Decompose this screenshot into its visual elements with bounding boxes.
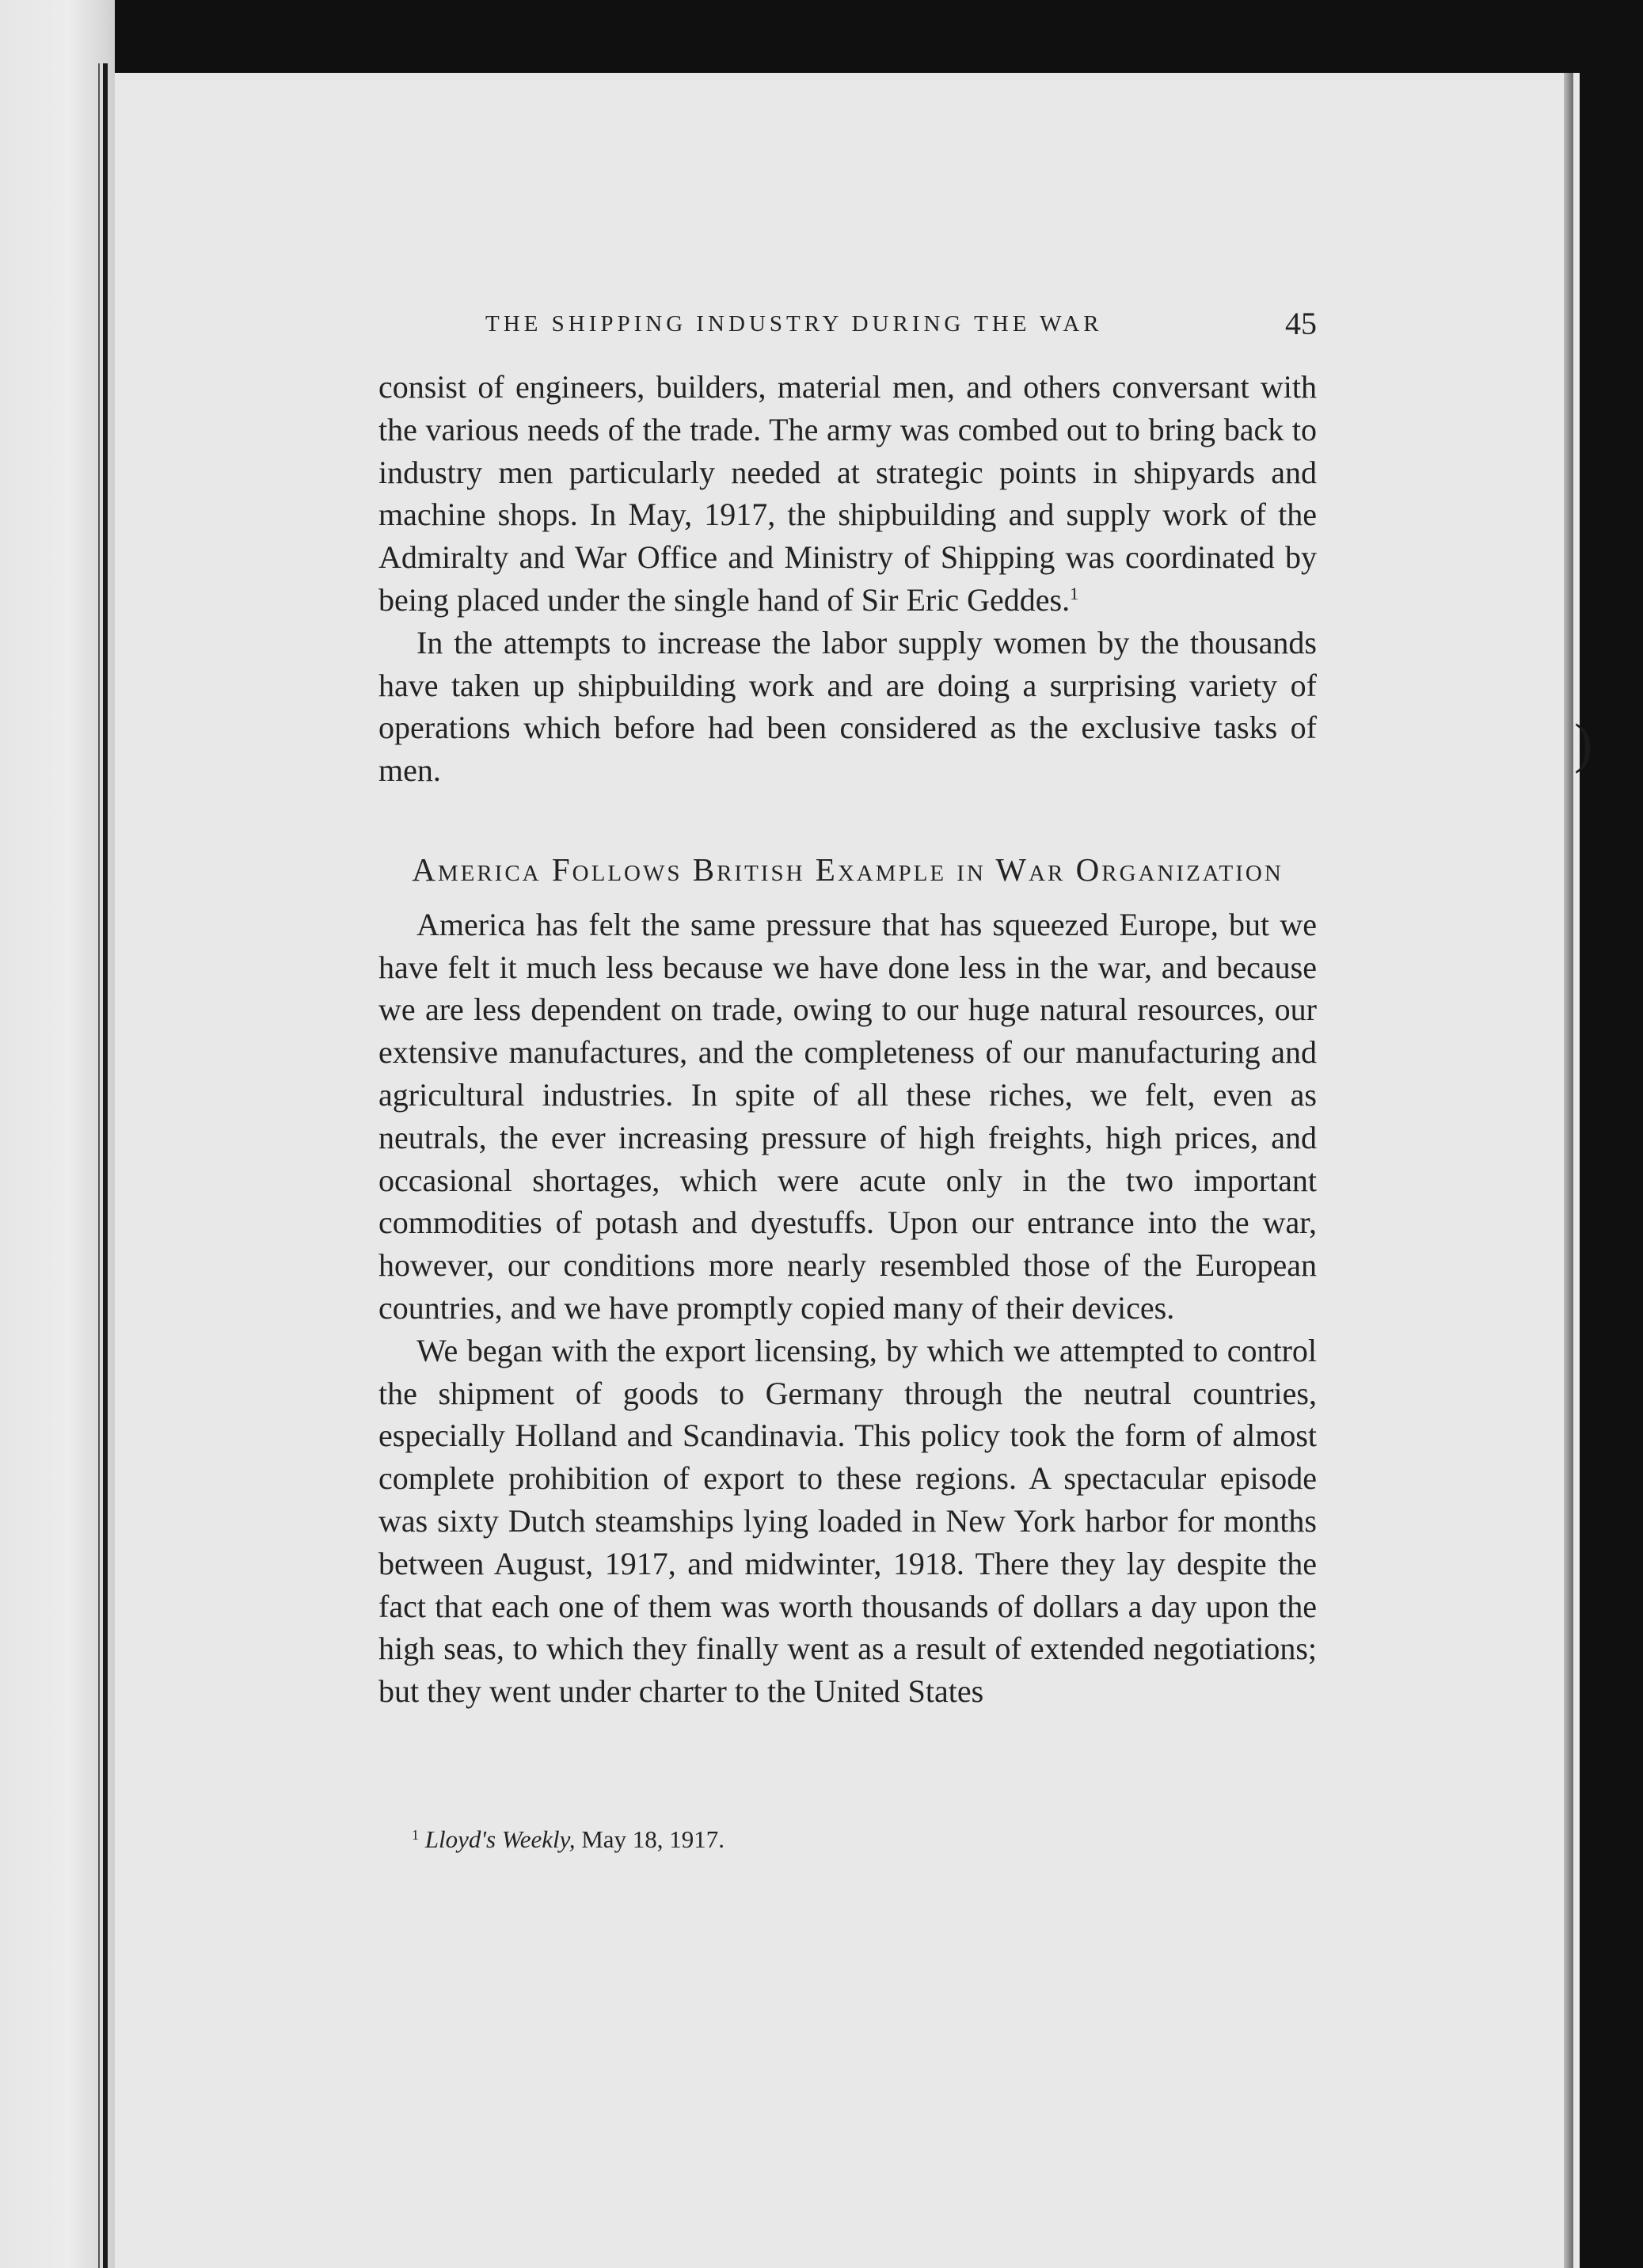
gutter-line <box>103 63 108 2268</box>
page-number: 45 <box>1285 306 1317 341</box>
footnote-marker: 1 <box>412 1827 419 1843</box>
paragraph: In the attempts to increase the labor supply women by the thousands have taken up shipbuilding work and are doing a surprising variety of operations which before had been considered as the exclusive tasks of men. <box>378 624 1317 789</box>
footnote-date: May 18, 1917. <box>581 1825 725 1853</box>
paragraph-continued <box>378 366 1317 622</box>
footnote <box>412 1825 725 1854</box>
edge-mark: ) <box>1574 714 1593 774</box>
gutter-shadow <box>98 63 100 2268</box>
running-head <box>378 305 1317 344</box>
facing-page-edge <box>0 0 115 2268</box>
running-head-title: THE SHIPPING INDUSTRY DURING THE WAR <box>485 311 1103 337</box>
footnote-reference: 1 <box>1070 583 1079 603</box>
paragraph: We began with the export licensing, by which we attempted to control the shipment of goods to Germany through the neutral countries, especially Holland and Scandinavia. This policy took the form of almost complete prohibition of export to these regions. A spectacular episode was sixty Dutch steamships lying loaded in New York harbor for months between August, 1917, and midwinter, 1918. There they lay despite the fact that each one of them was worth thousands of dollars a day upon the high seas, to which they finally went as a result of extended negotiations; but they went under charter to the United States <box>378 1332 1317 1710</box>
paragraph: America has felt the same pressure that has squeezed Europe, but we have felt it much less because we have done less in the war, and because we are less dependent on trade, owing to our huge natural resources, our extensive manufactures, and the completeness of our manufacturing and agricultural industries. In spite of all these riches, we felt, even as neutrals, the ever increasing pressure of high freights, high prices, and occasional shortages, which were acute only in the two important commodities of potash and dyestuffs. Upon our entrance into the war, however, our conditions more nearly resembled those of the European countries, and we have promptly copied many of their devices. <box>378 906 1317 1326</box>
footnote-source: Lloyd's Weekly, <box>424 1825 576 1853</box>
section-heading: America Follows British Example in War Organization <box>412 850 1284 888</box>
body-text <box>378 366 1317 1713</box>
page-edge-shadow <box>1564 73 1573 2268</box>
paragraph-text: consist of engineers, builders, material men, and others conversant with the various needs of the trade. The army was combed out to bring back to industry men particularly needed at strategic points in shipyards and machine shops. In May, 1917, the shipbuilding and supply work of the Admiralty and War Office and Ministry of Shipping was coordinated by being placed under the single hand of Sir Eric Geddes. <box>378 369 1317 618</box>
